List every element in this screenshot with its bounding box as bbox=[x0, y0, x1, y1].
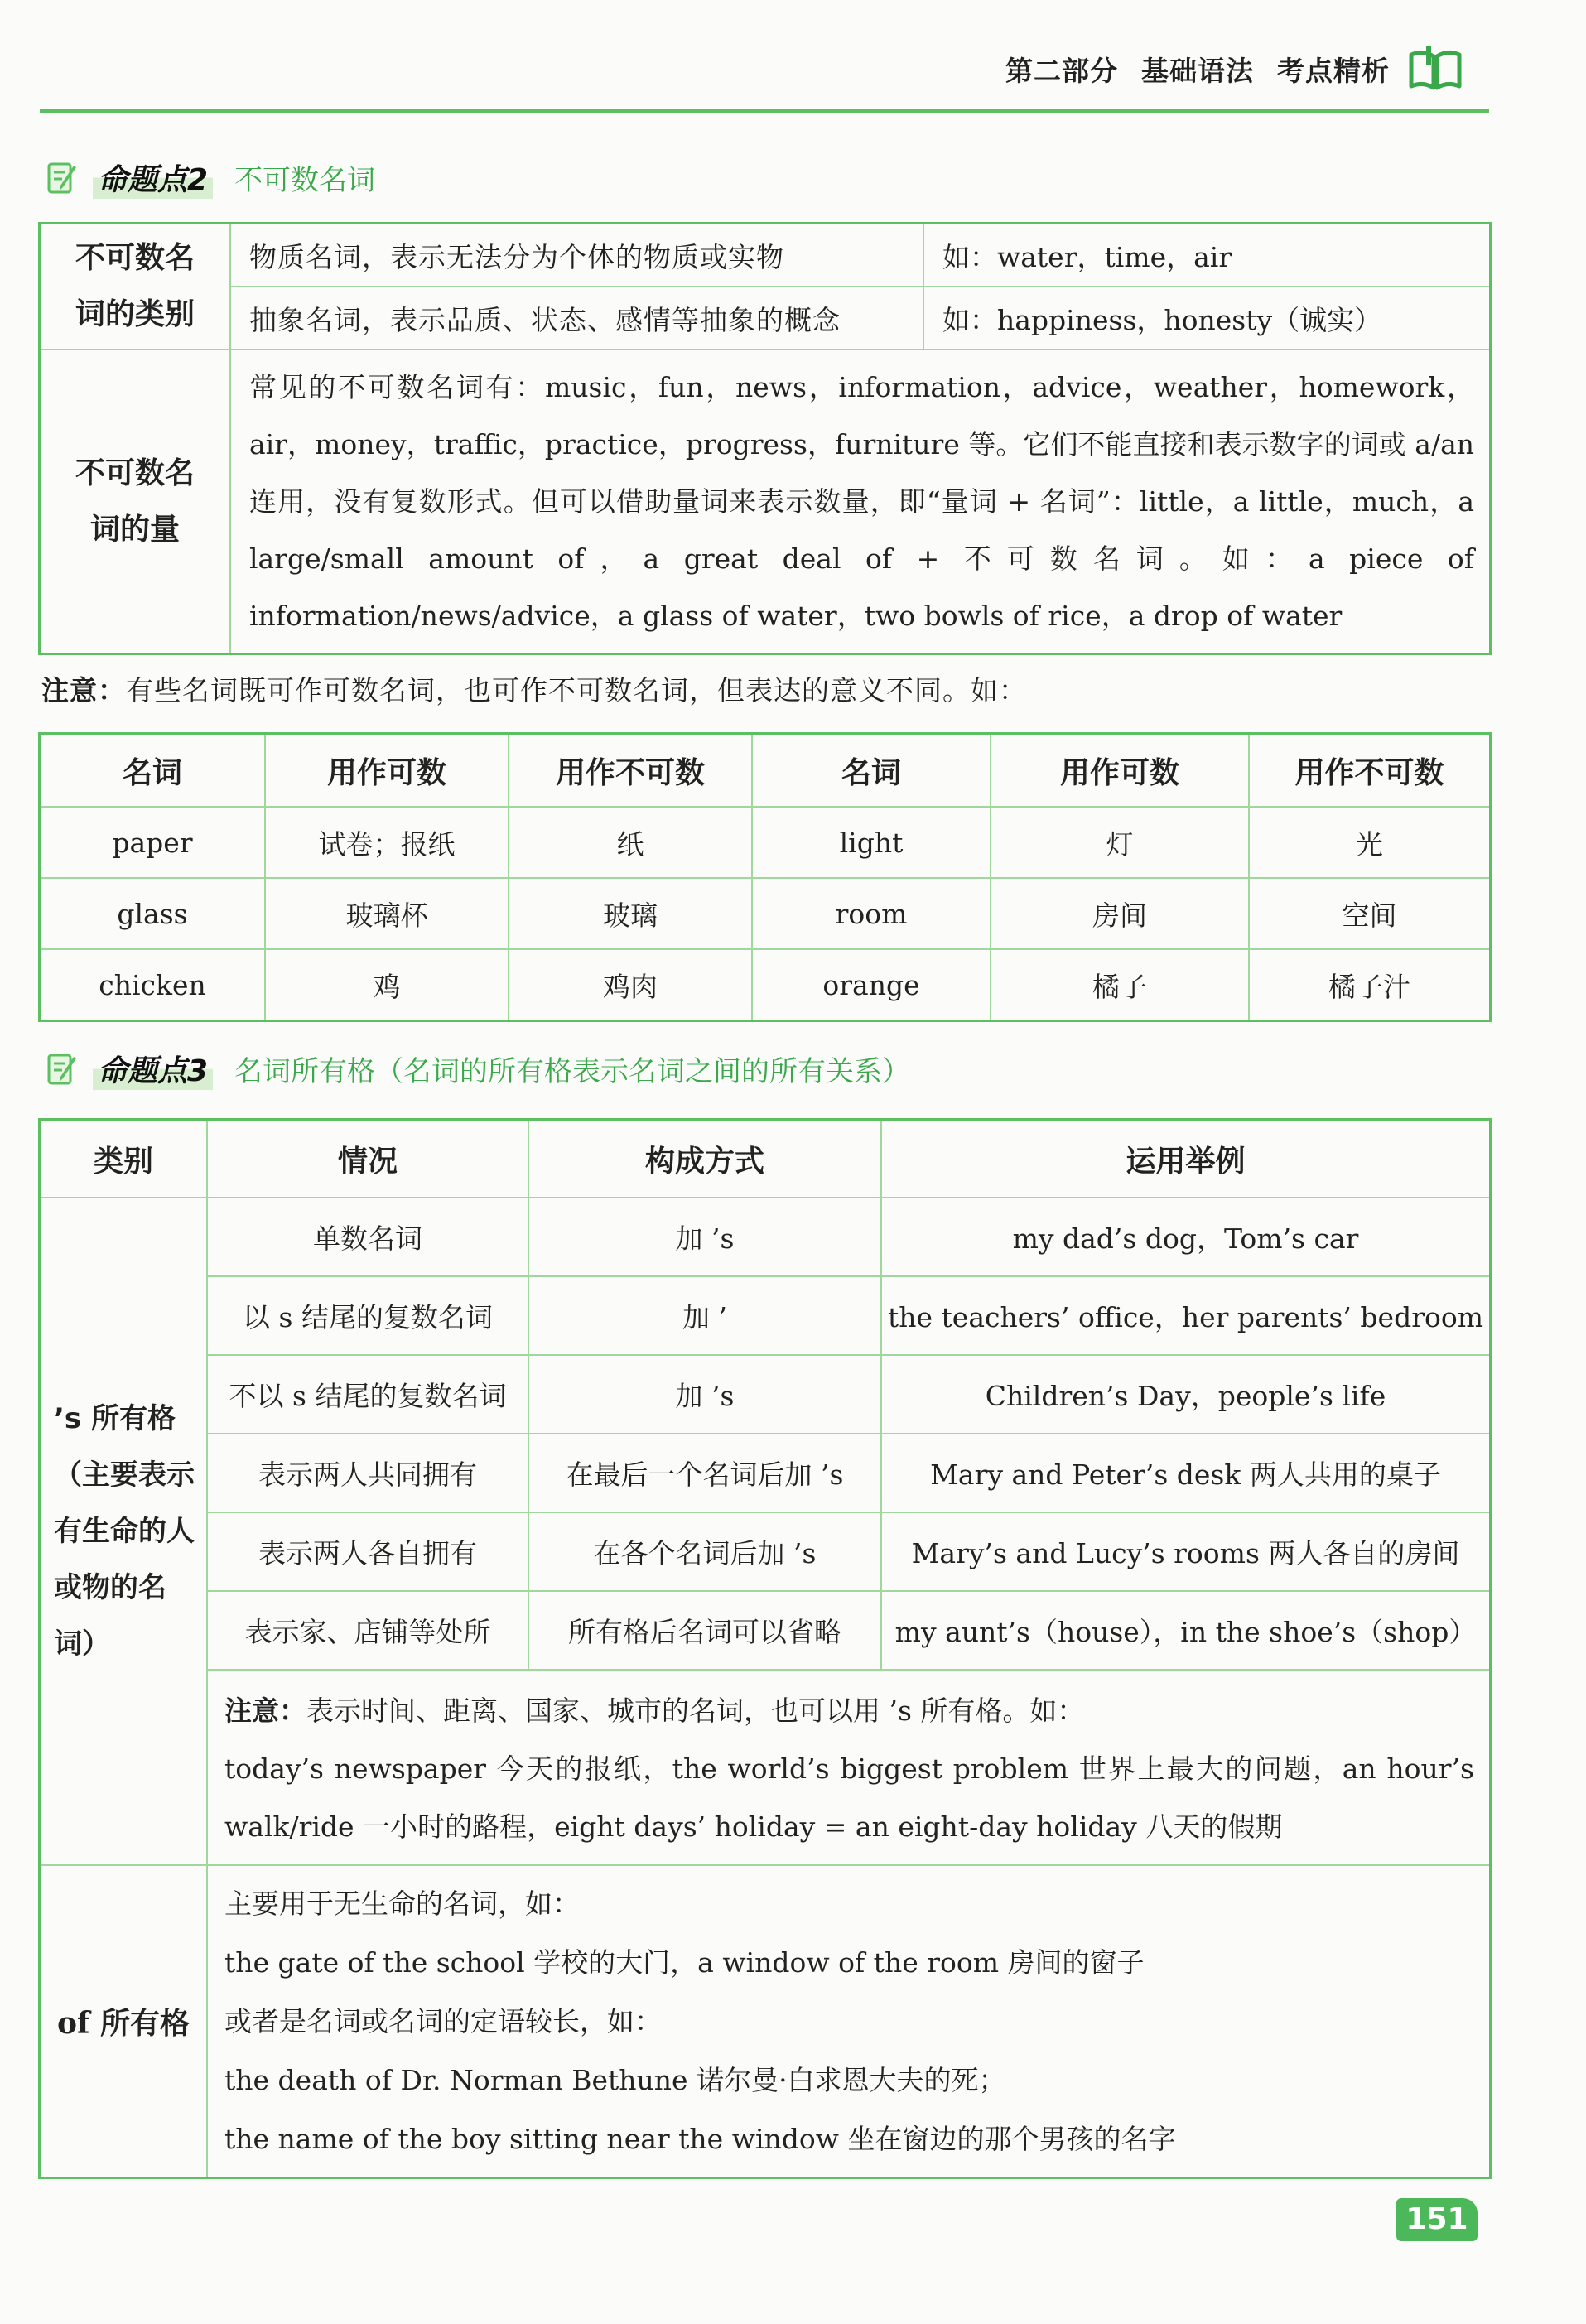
table-cell: my dad’s dog，Tom’s car bbox=[881, 1198, 1491, 1276]
open-book-icon bbox=[1406, 43, 1464, 93]
table-row bbox=[40, 1355, 1491, 1434]
table-cell: Mary’s and Lucy’s rooms 两人各自的房间 bbox=[881, 1512, 1491, 1591]
table-row bbox=[40, 1198, 1491, 1276]
section-label: 命题点3 bbox=[93, 1048, 213, 1090]
of-line: 或者是名词或名词的定语较长，如： bbox=[224, 2005, 662, 2037]
column-header: 用作不可数 bbox=[1249, 734, 1491, 808]
table-cell: 玻璃 bbox=[509, 878, 752, 949]
column-header: 名词 bbox=[40, 734, 266, 808]
table-row bbox=[40, 878, 1491, 949]
table-cell: 表示家、店铺等处所 bbox=[207, 1591, 528, 1670]
notepad-pencil-icon bbox=[46, 1050, 80, 1087]
note-line bbox=[41, 669, 1027, 708]
section-label: 命题点2 bbox=[93, 157, 213, 199]
table-cell: 橘子 bbox=[991, 949, 1249, 1021]
table-cell: 以 s 结尾的复数名词 bbox=[207, 1276, 528, 1355]
quantity-label-cell: 不可数名词的量 bbox=[40, 350, 231, 654]
table-cell: chicken bbox=[40, 949, 266, 1021]
section-title: 不可数名词 bbox=[234, 163, 376, 197]
note-line: today’s newspaper 今天的报纸，the world’s biggest problem 世界上最大的问题，an hour’s walk/ride 一小时的路程，eight days’ holiday = an eight-day holiday 八天的假期 bbox=[224, 1753, 1474, 1843]
note-text: 有些名词既可作可数名词，也可作不可数名词，但表达的意义不同。如： bbox=[126, 674, 1027, 706]
table-row bbox=[40, 1276, 1491, 1355]
category-label-cell: 不可数名词的类别 bbox=[40, 224, 231, 350]
table-row bbox=[40, 807, 1491, 878]
table-cell: 鸡肉 bbox=[509, 949, 752, 1021]
table-cell: 单数名词 bbox=[207, 1198, 528, 1276]
section-title: 名词所有格（名词的所有格表示名词之间的所有关系） bbox=[234, 1054, 911, 1088]
table-cell: 试卷；报纸 bbox=[265, 807, 509, 878]
table-cell: 表示两人各自拥有 bbox=[207, 1512, 528, 1591]
of-line: the death of Dr. Norman Bethune 诺尔曼·白求恩大夫的死； bbox=[224, 2064, 1006, 2096]
table-cell: 鸡 bbox=[265, 949, 509, 1021]
quantity-text: 常见的不可数名词有：music，fun，news，information，advice，weather，homework，air，money，traffic，practice，progress，furniture 等。它们不能直接和表示数字的词或 a/an 连用，没有复数形式。但可以借助量词来表示数量，即“量词 + 名词”：little，a little，much，a large/small amount of，a great deal of + 不可数名词。如：a piece of information/news/advice，a glass of water，two bowls of rice，a drop of water bbox=[230, 350, 1491, 654]
table-row bbox=[40, 1512, 1491, 1591]
table-cell: Children’s Day，people’s life bbox=[881, 1355, 1491, 1434]
column-header: 名词 bbox=[752, 734, 991, 808]
table-cell: 光 bbox=[1249, 807, 1491, 878]
table-cell: 纸 bbox=[509, 807, 752, 878]
note-label: 注意： bbox=[224, 1695, 306, 1727]
section-heading-point3 bbox=[46, 1045, 910, 1092]
s-possessive-category: ’s 所有格（主要表示有生命的人或物的名词） bbox=[40, 1198, 208, 1865]
of-line: 主要用于无生命的名词，如： bbox=[224, 1888, 580, 1920]
table-row bbox=[40, 1591, 1491, 1670]
column-header: 类别 bbox=[40, 1120, 208, 1198]
table-cell: 房间 bbox=[991, 878, 1249, 949]
table-cell: glass bbox=[40, 878, 266, 949]
table-cell: 在各个名词后加 ’s bbox=[528, 1512, 881, 1591]
column-header: 运用举例 bbox=[881, 1120, 1491, 1198]
notepad-pencil-icon bbox=[46, 159, 80, 195]
table-cell: the teachers’ office，her parents’ bedroom bbox=[881, 1276, 1491, 1355]
page-number: 151 bbox=[1396, 2198, 1478, 2241]
possessive-table bbox=[38, 1118, 1492, 2179]
header-part: 第二部分 bbox=[1005, 55, 1118, 87]
table-row bbox=[40, 1434, 1491, 1512]
section-heading-point2 bbox=[46, 154, 375, 200]
table-row bbox=[40, 1670, 1491, 1865]
of-possessive-content bbox=[207, 1865, 1491, 2178]
table-cell: room bbox=[752, 878, 991, 949]
table-cell: light bbox=[752, 807, 991, 878]
header-title bbox=[982, 50, 1390, 89]
table-cell: 所有格后名词可以省略 bbox=[528, 1591, 881, 1670]
table-cell: 加 ’s bbox=[528, 1355, 881, 1434]
table-cell: 空间 bbox=[1249, 878, 1491, 949]
header-section: 考点精析 bbox=[1277, 55, 1390, 87]
column-header: 用作可数 bbox=[265, 734, 509, 808]
uncountable-noun-table bbox=[38, 222, 1492, 655]
category-desc: 物质名词，表示无法分为个体的物质或实物 bbox=[230, 224, 923, 287]
column-header: 构成方式 bbox=[528, 1120, 881, 1198]
table-row bbox=[40, 949, 1491, 1021]
possessive-note bbox=[207, 1670, 1491, 1865]
note-line: 表示时间、距离、国家、城市的名词，也可以用 ’s 所有格。如： bbox=[306, 1695, 1085, 1727]
table-cell: 加 ’s bbox=[528, 1198, 881, 1276]
table-cell: 在最后一个名词后加 ’s bbox=[528, 1434, 881, 1512]
table-cell: 加 ’ bbox=[528, 1276, 881, 1355]
table-cell: 灯 bbox=[991, 807, 1249, 878]
table-cell: Mary and Peter’s desk 两人共用的桌子 bbox=[881, 1434, 1491, 1512]
column-header: 情况 bbox=[207, 1120, 528, 1198]
table-cell: 不以 s 结尾的复数名词 bbox=[207, 1355, 528, 1434]
category-example: 如：happiness，honesty（诚实） bbox=[923, 287, 1491, 350]
table-cell: paper bbox=[40, 807, 266, 878]
table-cell: 玻璃杯 bbox=[265, 878, 509, 949]
column-header: 用作不可数 bbox=[509, 734, 752, 808]
category-desc: 抽象名词，表示品质、状态、感情等抽象的概念 bbox=[230, 287, 923, 350]
table-header-row bbox=[40, 1120, 1491, 1198]
table-cell: 表示两人共同拥有 bbox=[207, 1434, 528, 1512]
category-example: 如：water，time，air bbox=[923, 224, 1491, 287]
of-line: the gate of the school 学校的大门，a window of the room 房间的窗子 bbox=[224, 1946, 1145, 1979]
column-header: 用作可数 bbox=[991, 734, 1249, 808]
table-header-row bbox=[40, 734, 1491, 808]
of-possessive-category: of 所有格 bbox=[40, 1865, 208, 2178]
note-label: 注意： bbox=[41, 674, 126, 706]
table-cell: 橘子汁 bbox=[1249, 949, 1491, 1021]
table-cell: my aunt’s（house），in the shoe’s（shop） bbox=[881, 1591, 1491, 1670]
header-subject: 基础语法 bbox=[1141, 55, 1254, 87]
countable-uncountable-table bbox=[38, 732, 1492, 1022]
of-line: the name of the boy sitting near the window 坐在窗边的那个男孩的名字 bbox=[224, 2123, 1176, 2155]
table-row bbox=[40, 1865, 1491, 2178]
table-cell: orange bbox=[752, 949, 991, 1021]
page-header bbox=[40, 41, 1489, 113]
